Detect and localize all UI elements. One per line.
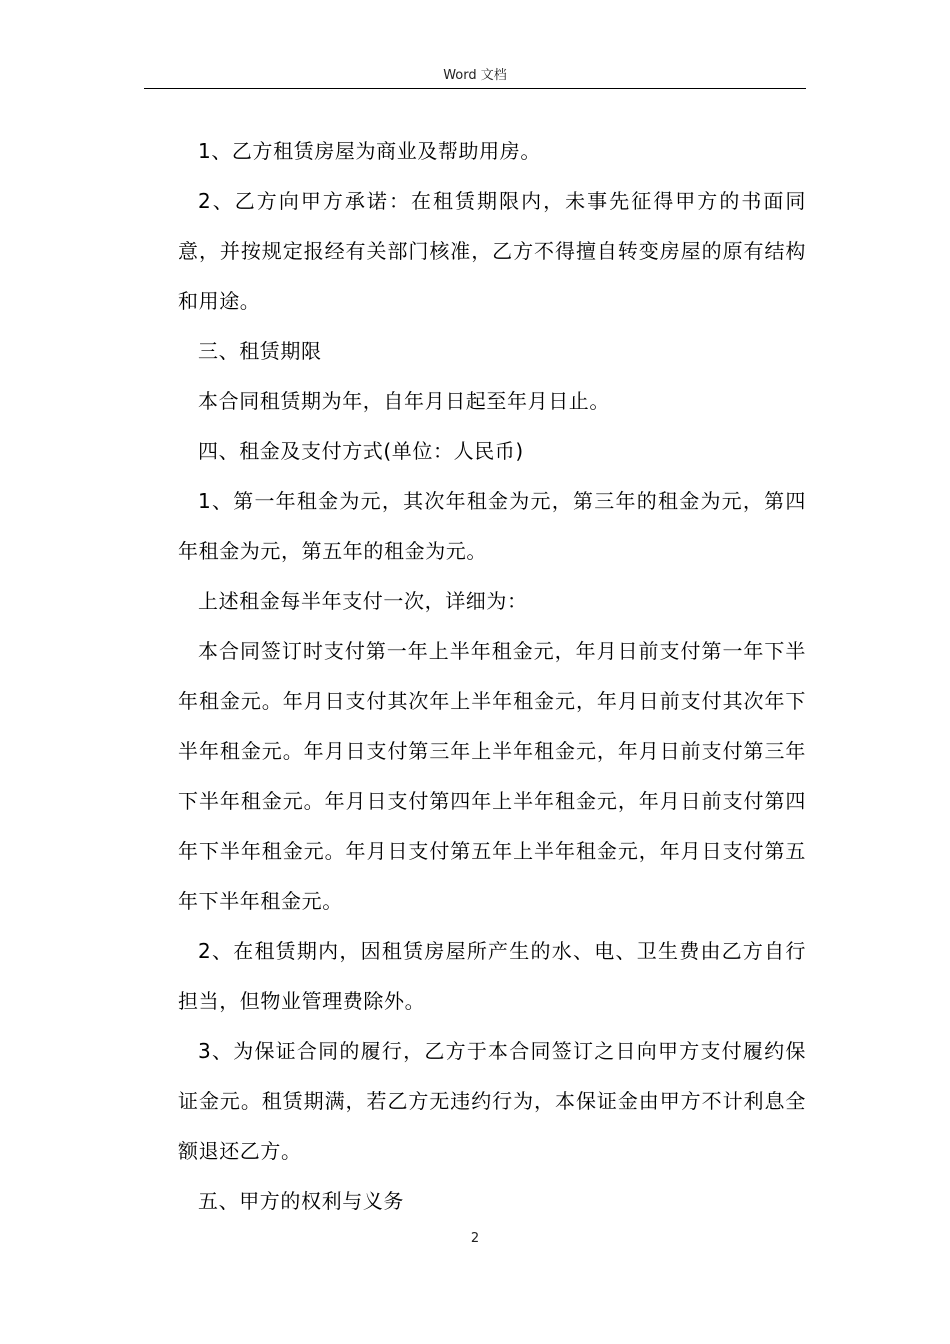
paragraph-deposit: 3、为保证合同的履行，乙方于本合同签订之日向甲方支付履约保证金元。租赁期满，若乙方无违约行为，本保证金由甲方不计利息全额退还乙方。 <box>178 1039 806 1163</box>
paragraph-payment-frequency: 上述租金每半年支付一次，详细为： <box>198 589 528 613</box>
paragraph-rent-amounts: 1、第一年租金为元，其次年租金为元，第三年的租金为元，第四年租金为元，第五年的租金为元。 <box>178 489 806 563</box>
header-rule <box>144 88 806 89</box>
paragraph-payment-schedule: 本合同签订时支付第一年上半年租金元，年月日前支付第一年下半年租金元。年月日支付其次年上半年租金元，年月日前支付其次年下半年租金元。年月日支付第三年上半年租金元，年月日前支付第三年下半年租金元。年月日支付第四年上半年租金元，年月日前支付第四年下半年租金元。年月日支付第五年上半年租金元，年月日支付第五年下半年租金元。 <box>178 639 806 913</box>
document-body <box>178 126 806 1226</box>
paragraph-utilities: 2、在租赁期内，因租赁房屋所产生的水、电、卫生费由乙方自行担当，但物业管理费除外。 <box>178 939 806 1013</box>
paragraph-usage: 1、乙方租赁房屋为商业及帮助用房。 <box>198 139 541 163</box>
page-number: 2 <box>470 1231 480 1246</box>
paragraph-promise: 2、乙方向甲方承诺：在租赁期限内，未事先征得甲方的书面同意，并按规定报经有关部门核准，乙方不得擅自转变房屋的原有结构和用途。 <box>178 189 806 313</box>
section-heading-lessor-rights: 五、甲方的权利与义务 <box>198 1189 404 1213</box>
header-title: Word 文档 <box>443 68 507 83</box>
paragraph-lease-term: 本合同租赁期为年，自年月日起至年月日止。 <box>198 389 610 413</box>
section-heading-rent-payment: 四、租金及支付方式(单位：人民币) <box>198 439 524 463</box>
section-heading-lease-term: 三、租赁期限 <box>198 339 322 363</box>
